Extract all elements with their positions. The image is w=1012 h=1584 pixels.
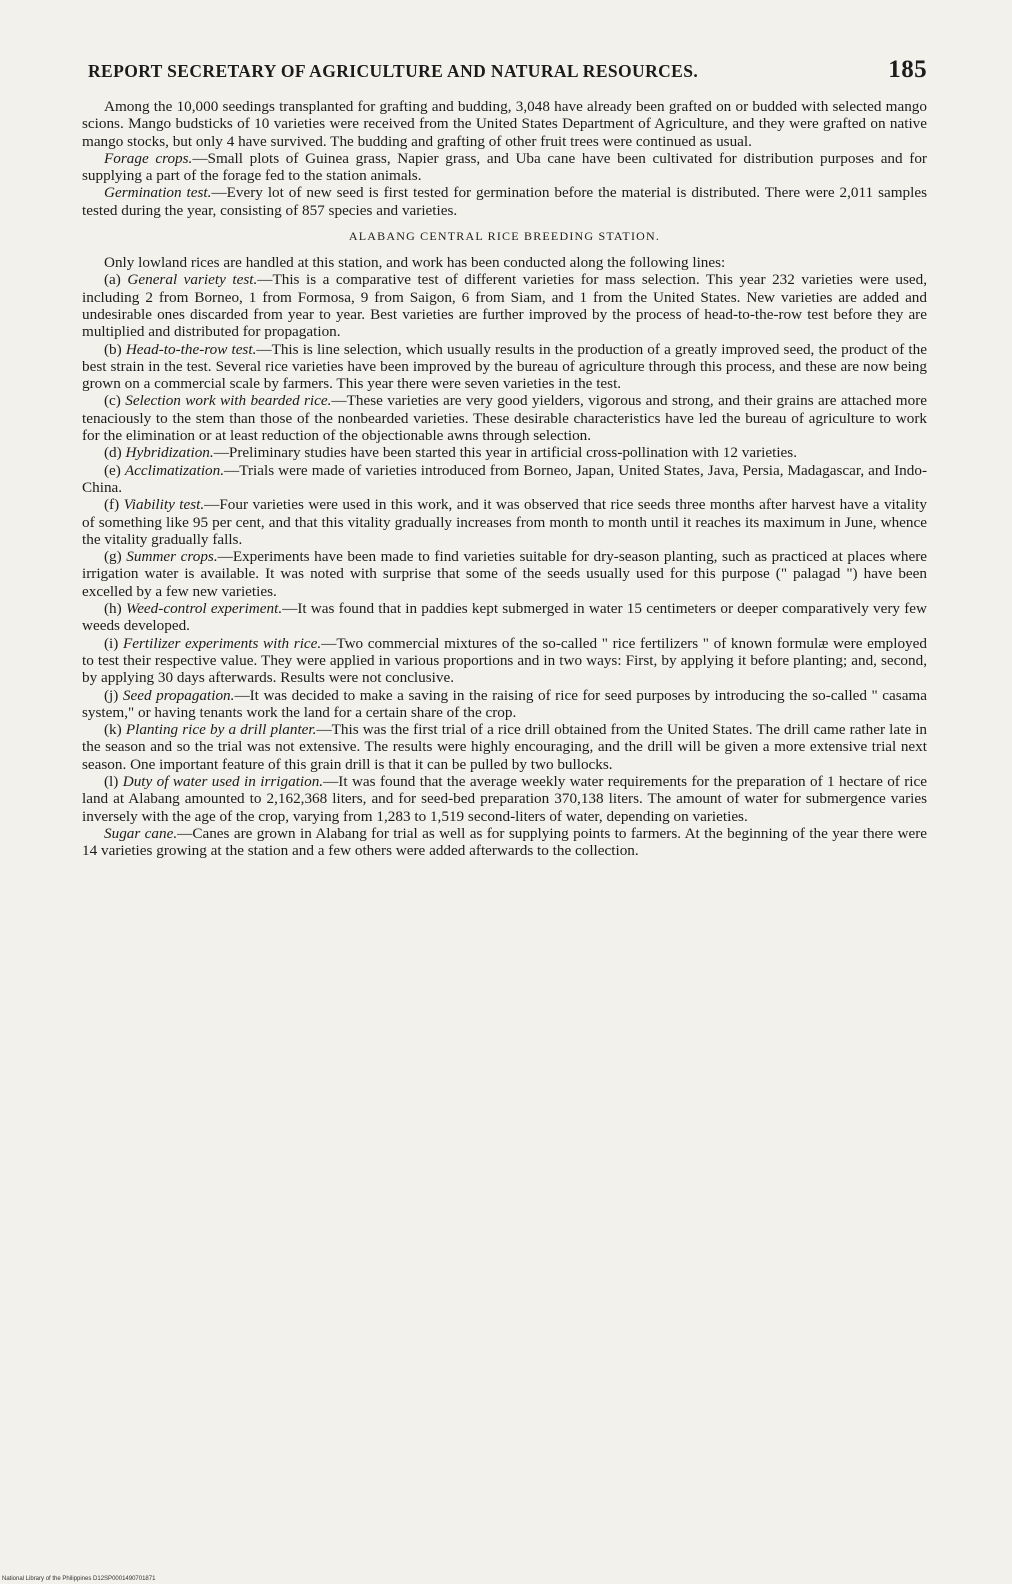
sugar-cane-lead: Sugar cane. [104, 824, 178, 842]
rice-work-item [82, 392, 927, 444]
item-text: —It was decided to make a saving in the raising of rice for seed purposes by introducing the so-called " casama system," or having tenants work the land for a certain share of the crop. [82, 686, 927, 721]
item-text: —It was found that the average weekly water requirements for the preparation of 1 hectare of rice land at Alabang amounted to 2,162,368 liters, and for seed-bed preparation 370,138 liters. The amount of water for submergence varies inversely with the age of the crop, varying from 1,283 to 1,519 second-liters of water, depending on varieties. [82, 772, 928, 825]
sugar-cane-paragraph [82, 825, 927, 860]
paragraph-text: —Small plots of Guinea grass, Napier grass, and Uba cane have been cultivated for distribution purposes and for supplying a part of the forage fed to the station animals. [82, 149, 927, 185]
item-label: (b) [104, 340, 122, 358]
rice-work-item [82, 773, 927, 825]
running-head-title: REPORT SECRETARY OF AGRICULTURE AND NATURAL RESOURCES. [88, 61, 699, 81]
item-text: —Trials were made of varieties introduced from Borneo, Japan, United States, Java, Persia, Madagascar, and Indo-China. [82, 461, 928, 496]
item-lead: Duty of water used in irrigation. [122, 772, 324, 790]
section-intro: Only lowland rices are handled at this station, and work has been conducted along the following lines: [104, 254, 726, 272]
intro-section [82, 98, 927, 219]
item-label: (a) [104, 271, 121, 289]
item-text: —It was found that in paddies kept submerged in water 15 centimeters or deeper comparatively very few weeds developed. [82, 600, 928, 635]
item-label: (e) [104, 461, 121, 479]
rice-work-item [82, 687, 927, 722]
item-text: —This was the first trial of a rice drill obtained from the United States. The drill came rather late in the season and so the trial was not extensive. The results were highly encouraging, and the drill will be given a more extensive trial next season. One important feature of this grain drill is that it can be pulled by two bullocks. [82, 721, 928, 773]
item-lead: Head-to-the-row test. [125, 340, 257, 358]
item-label: (i) [104, 634, 119, 652]
item-text: —Four varieties were used in this work, and it was observed that rice seeds three months after harvest have a vitality of something like 95 per cent, and that this vitality gradually increases from month to month until it reaches its maximum in June, whence the vitality gradually falls. [82, 496, 927, 548]
intro-paragraph [82, 184, 927, 219]
intro-paragraph [82, 98, 927, 150]
item-text: —Two commercial mixtures of the so-called " rice fertilizers " of known formulæ were employed to test their respective value. They were applied in various proportions and in two ways: First, by applying it before planting; and, second, by applying 30 days afterwards. Results were not conclusive. [82, 634, 927, 687]
item-label: (k) [104, 721, 122, 739]
section-heading: ALABANG CENTRAL RICE BREEDING STATION. [348, 229, 661, 244]
intro-paragraph [82, 150, 927, 185]
paragraph-lead: Germination test. [104, 184, 212, 202]
item-lead: General variety test. [127, 271, 258, 289]
item-lead: Hybridization. [125, 444, 214, 462]
rice-work-item [82, 341, 927, 393]
item-lead: Planting rice by a drill planter. [125, 721, 317, 739]
item-text: —This is a comparative test of different varieties for mass selection. This year 232 varieties were used, including 2 from Borneo, 1 from Formosa, 9 from Saigon, 6 from Siam, and 1 from the United States. New varieties are added and undesirable ones discarded from year to year. Best varieties are further improved by the process of head-to-the-row test before they are multiplied and distributed for propagation. [82, 271, 928, 341]
rice-work-item [82, 271, 927, 340]
running-head [82, 56, 927, 84]
item-lead: Acclimatization. [124, 461, 225, 479]
rice-work-list [82, 271, 927, 825]
item-label: (j) [104, 686, 119, 704]
sugar-cane-text: —Canes are grown in Alabang for trial as well as for supplying points to farmers. At the beginning of the year there were 14 varieties growing at the station and a few others were added afterwards to the collection. [82, 824, 927, 860]
item-label: (h) [104, 600, 122, 618]
item-lead: Viability test. [123, 496, 205, 514]
item-text: —Preliminary studies have been started this year in artificial cross-pollination with 12 varieties. [213, 444, 797, 462]
item-label: (l) [104, 772, 119, 790]
item-lead: Weed-control experiment. [125, 600, 283, 618]
rice-work-item [82, 635, 927, 687]
item-label: (c) [104, 392, 121, 410]
rice-work-item [82, 721, 927, 773]
paragraph-text: Among the 10,000 seedings transplanted for grafting and budding, 3,048 have already been grafted on or budded with selected mango scions. Mango budsticks of 10 varieties were received from the United States Department of Agriculture, and they were grafted on native mango stocks, but only 4 have survived. The budding and grafting of other fruit trees were continued as usual. [82, 98, 927, 150]
rice-work-item [82, 444, 927, 461]
rice-work-item [82, 496, 927, 548]
rice-work-item [82, 600, 927, 635]
item-label: (f) [104, 496, 120, 514]
item-text: —Experiments have been made to find varieties suitable for dry-season planting, such as practiced at places where irrigation water is available. It was noted with surprise that some of the seeds usually used for this purpose (" palagad ") have been excelled by a few new varieties. [82, 548, 928, 600]
item-text: —This is line selection, which usually results in the production of a greatly improved seed, the product of the best strain in the test. Several rice varieties have been improved by the bureau of agriculture through this process, and these are now being grown on a commercial scale by farmers. This year there were seven varieties in the test. [82, 340, 927, 393]
item-lead: Seed propagation. [122, 686, 235, 704]
item-lead: Summer crops. [126, 548, 218, 566]
item-label: (d) [104, 444, 122, 462]
document-page [82, 56, 927, 859]
item-lead: Selection work with bearded rice. [125, 392, 332, 410]
scan-footer: National Library of the Philippines D12SP0001490701871 [2, 1576, 156, 1582]
item-label: (g) [104, 548, 122, 566]
paragraph-lead: Forage crops. [104, 149, 193, 167]
rice-work-item [82, 548, 927, 600]
page-number: 185 [888, 56, 927, 83]
item-text: —These varieties are very good yielders, vigorous and strong, and their grains are attached more tenaciously to the stem than those of the nonbearded varieties. These desirable characteristics have led the bureau of agriculture to work for the elimination or at least reduction of the objectionable awns through selection. [82, 392, 928, 445]
rice-work-item [82, 462, 927, 497]
item-lead: Fertilizer experiments with rice. [122, 634, 322, 652]
paragraph-text: —Every lot of new seed is first tested for germination before the material is distributed. There were 2,011 samples tested during the year, consisting of 857 species and varieties. [82, 184, 927, 219]
